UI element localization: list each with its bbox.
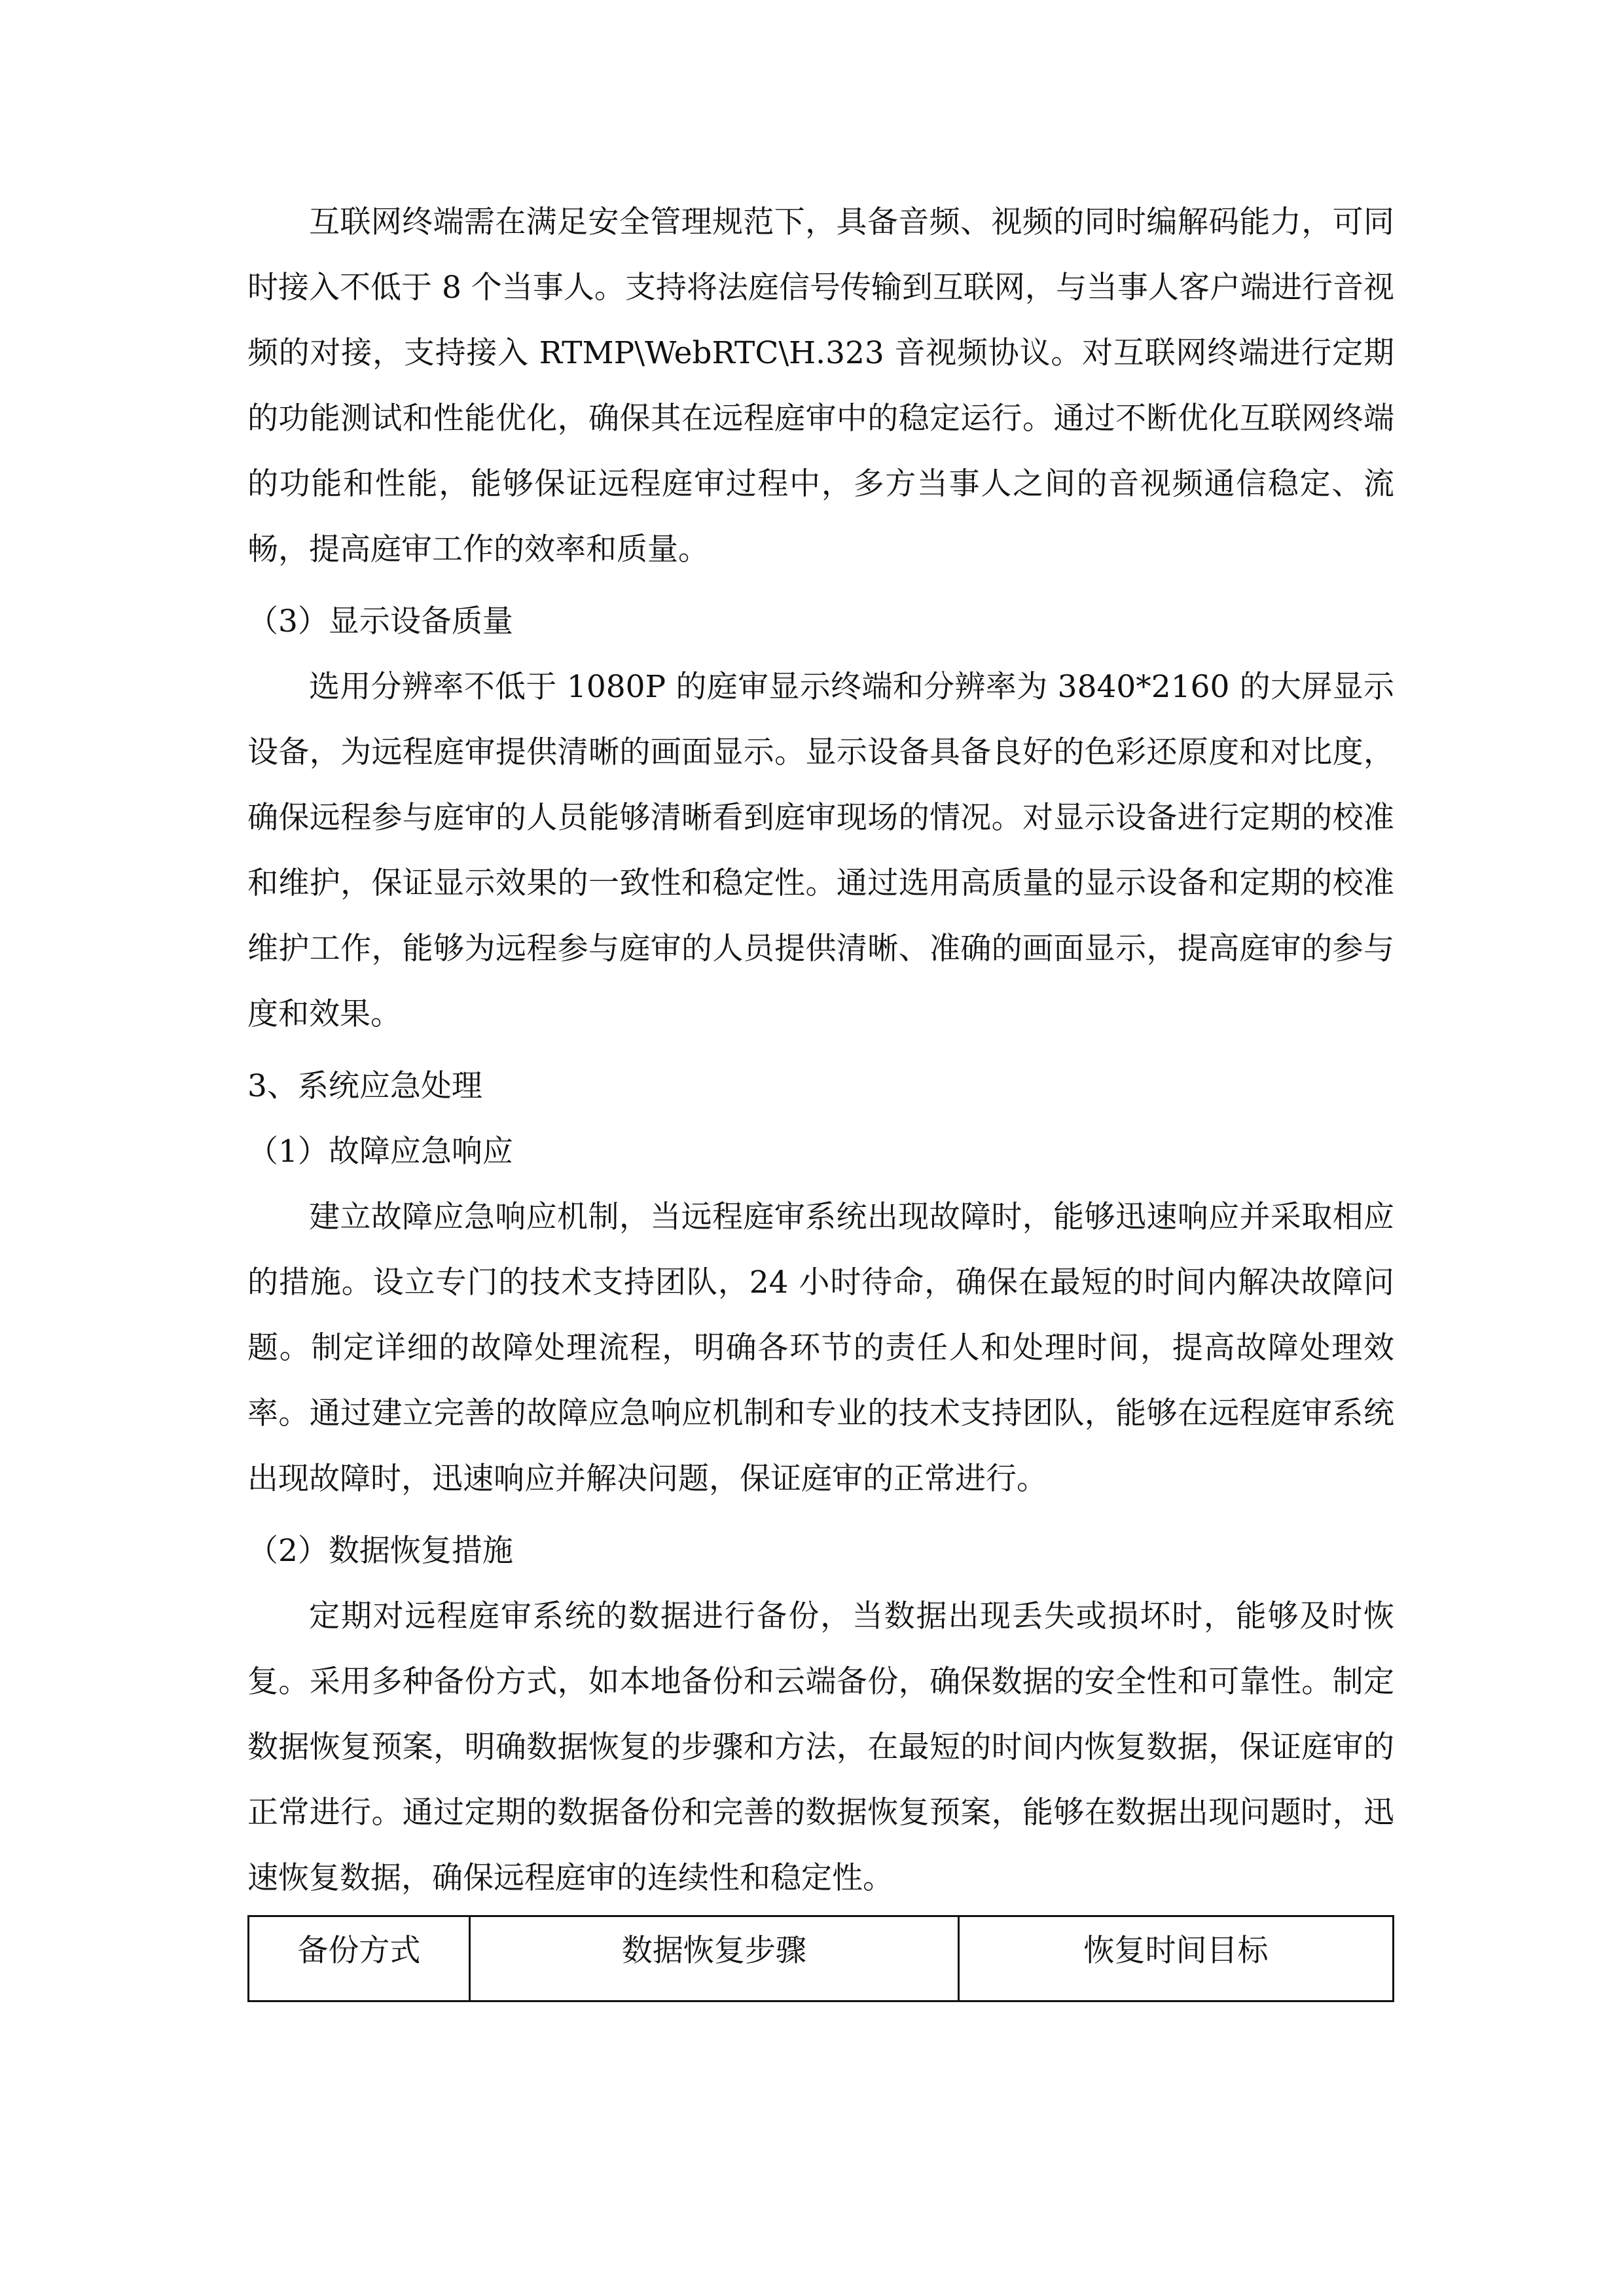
heading-display-quality: （3）显示设备质量 [247,603,513,639]
heading-data-recovery: （2）数据恢复措施 [247,1533,513,1569]
paragraph-data-recovery: 定期对远程庭审系统的数据进行备份，当数据出现丢失或损坏时，能够及时恢复。采用多种备份方式，如本地备份和云端备份，确保数据的安全性和可靠性。制定数据恢复预案，明确数据恢复的步骤和方法，在最短的时间内恢复数据，保证庭审的正常进行。通过定期的数据备份和完善的数据恢复预案，能够在数据出现问题时，迅速恢复数据，确保远程庭审的连续性和稳定性。 [247,1598,1394,1896]
backup-table [247,1915,1394,2002]
paragraph-internet-terminal: 互联网终端需在满足安全管理规范下，具备音频、视频的同时编解码能力，可同时接入不低于 8 个当事人。支持将法庭信号传输到互联网，与当事人客户端进行音视频的对接，支持接入 RTMP\WebRTC\H.323 音视频协议。对互联网终端进行定期的功能测试和性能优化，确保其在远程庭审中的稳定运行。通过不断优化互联网终端的功能和性能，能够保证远程庭审过程中，多方当事人之间的音视频通信稳定、流畅，提高庭审工作的效率和质量。 [247,204,1394,567]
table-header-recovery-steps: 数据恢复步骤 [469,1916,958,2001]
paragraph-fault-response: 建立故障应急响应机制，当远程庭审系统出现故障时，能够迅速响应并采取相应的措施。设立专门的技术支持团队，24 小时待命，确保在最短的时间内解决故障问题。制定详细的故障处理流程，明确各环节的责任人和处理时间，提高故障处理效率。通过建立完善的故障应急响应机制和专业的技术支持团队，能够在远程庭审系统出现故障时，迅速响应并解决问题，保证庭审的正常进行。 [247,1199,1394,1497]
document-page [247,190,1394,2002]
paragraph-display-quality: 选用分辨率不低于 1080P 的庭审显示终端和分辨率为 3840*2160 的大屏显示设备，为远程庭审提供清晰的画面显示。显示设备具备良好的色彩还原度和对比度，确保远程参与庭审的人员能够清晰看到庭审现场的情况。对显示设备进行定期的校准和维护，保证显示效果的一致性和稳定性。通过选用高质量的显示设备和定期的校准维护工作，能够为远程参与庭审的人员提供清晰、准确的画面显示，提高庭审的参与度和效果。 [247,669,1394,1032]
table-header-row [249,1916,1394,2001]
heading-fault-response: （1）故障应急响应 [247,1134,513,1170]
table-header-backup-method: 备份方式 [249,1916,470,2001]
table-header-recovery-time: 恢复时间目标 [958,1916,1393,2001]
heading-emergency-handling: 3、系统应急处理 [247,1068,482,1104]
